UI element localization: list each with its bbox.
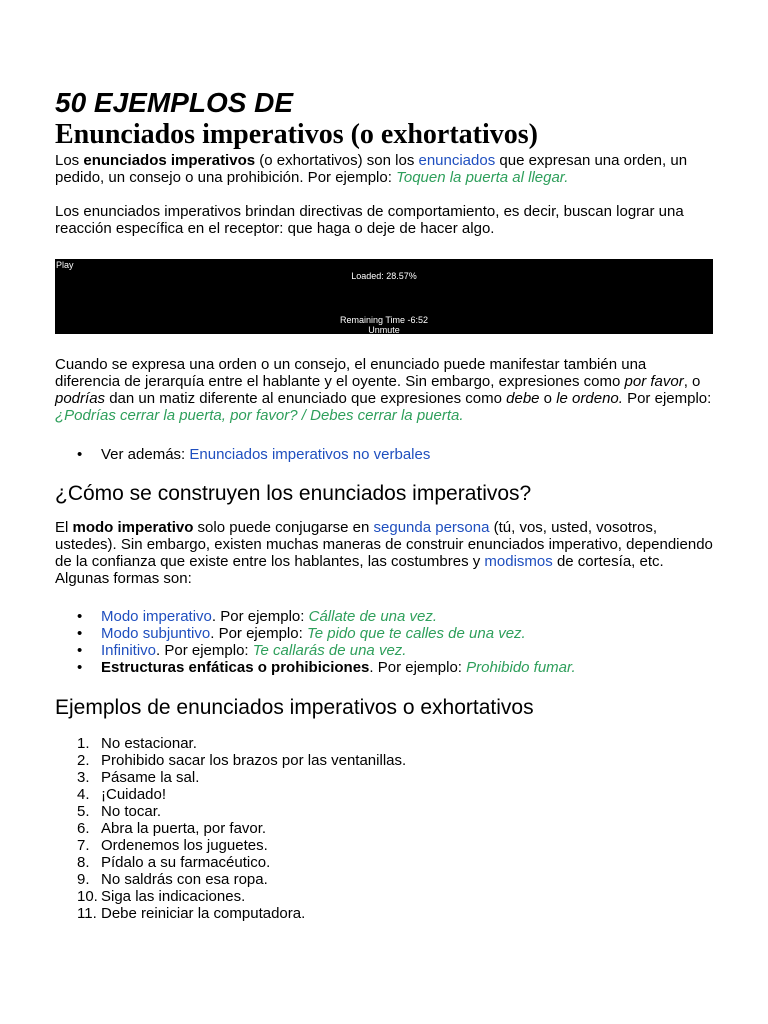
- item-number: 9.: [77, 871, 90, 888]
- item-number: 1.: [77, 735, 90, 752]
- list-item: [55, 905, 715, 922]
- construction-bold-term: modo imperativo: [72, 519, 194, 536]
- video-remaining-time: Remaining Time -6:52: [339, 315, 429, 325]
- form-bold-term: Estructuras enfáticas o prohibiciones: [101, 659, 370, 676]
- item-text: ¡Cuidado!: [101, 786, 167, 803]
- link-modismos[interactable]: modismos: [484, 553, 553, 570]
- video-loaded-status: Loaded: 28.57%: [351, 271, 417, 281]
- list-item: [55, 786, 715, 803]
- hierarchy-italic-1: por favor: [624, 373, 684, 390]
- construction-text-3: (tú, vos, usted, vosotros, ustedes). Sin embargo, existen muchas maneras de construir enunciados imperativo, dependiendo de la confianza que existe entre los hablantes, las costumbres y: [55, 519, 713, 570]
- item-text: No saldrás con esa ropa.: [101, 871, 268, 888]
- list-item: [55, 735, 715, 752]
- bullet-icon: •: [77, 625, 83, 642]
- list-item: [55, 659, 715, 676]
- play-button[interactable]: Play: [56, 260, 74, 270]
- bullet-icon: •: [77, 659, 83, 676]
- see-also-label: Ver además:: [101, 446, 190, 463]
- hierarchy-paragraph: [55, 356, 715, 424]
- link-modo-subjuntivo[interactable]: Modo subjuntivo: [101, 625, 211, 642]
- form-text: . Por ejemplo:: [369, 659, 467, 676]
- intro-text-3: que expresan una orden, un pedido, un consejo o una prohibición. Por ejemplo:: [55, 152, 688, 186]
- construction-text-1: El: [55, 519, 73, 536]
- link-segunda-persona[interactable]: segunda persona: [373, 519, 490, 536]
- section-heading-examples: Ejemplos de enunciados imperativos o exhortativos: [55, 696, 534, 719]
- form-example: Cállate de una vez.: [308, 608, 438, 625]
- list-item: [55, 769, 715, 786]
- list-item: [55, 642, 715, 659]
- item-text: Siga las indicaciones.: [101, 888, 246, 905]
- list-item: [55, 837, 715, 854]
- bullet-icon: •: [77, 446, 83, 463]
- hierarchy-example: ¿Podrías cerrar la puerta, por favor? / Debes cerrar la puerta.: [55, 407, 464, 424]
- see-also-list: [55, 446, 715, 463]
- list-item: [55, 871, 715, 888]
- intro-example: Toquen la puerta al llegar.: [396, 169, 569, 186]
- document-page: [55, 86, 715, 922]
- intro-text-1: Los: [55, 152, 84, 169]
- construction-paragraph: [55, 519, 715, 587]
- item-number: 6.: [77, 820, 90, 837]
- hierarchy-text-5: Por ejemplo:: [622, 390, 712, 407]
- bullet-icon: •: [77, 608, 83, 625]
- video-player[interactable]: [55, 259, 713, 334]
- list-item: [55, 854, 715, 871]
- item-text: Pídalo a su farmacéutico.: [101, 854, 271, 871]
- page-heading-top: 50 EJEMPLOS DE: [55, 87, 294, 118]
- hierarchy-text-1: Cuando se expresa una orden o un consejo, el enunciado puede manifestar también una diferencia de jerarquía entre el hablante y el oyente. Sin embargo, expresiones como: [55, 356, 647, 390]
- list-item: [55, 803, 715, 820]
- hierarchy-text-3: dan un matiz diferente al enunciado que expresiones como: [105, 390, 507, 407]
- item-text: No estacionar.: [101, 735, 197, 752]
- hierarchy-text-2: , o: [683, 373, 701, 390]
- item-text: Ordenemos los juguetes.: [101, 837, 268, 854]
- list-item: [55, 608, 715, 625]
- hierarchy-italic-4: le ordeno.: [556, 390, 623, 407]
- forms-list: [55, 608, 715, 676]
- form-example: Te callarás de una vez.: [252, 642, 407, 659]
- hierarchy-text-4: o: [539, 390, 557, 407]
- item-text: Pásame la sal.: [101, 769, 200, 786]
- intro-text-2: (o exhortativos) son los: [255, 152, 419, 169]
- form-example: Te pido que te calles de una vez.: [306, 625, 526, 642]
- hierarchy-italic-2: podrías: [55, 390, 106, 407]
- item-number: 8.: [77, 854, 90, 871]
- form-text: . Por ejemplo:: [210, 625, 307, 642]
- item-number: 5.: [77, 803, 90, 820]
- link-enunciados-no-verbales[interactable]: Enunciados imperativos no verbales: [189, 446, 431, 463]
- item-number: 2.: [77, 752, 90, 769]
- form-example: Prohibido fumar.: [466, 659, 576, 676]
- item-number: 10.: [77, 888, 98, 905]
- intro-bold-term: enunciados imperativos: [83, 152, 256, 169]
- list-item: [55, 752, 715, 769]
- item-text: Prohibido sacar los brazos por las ventanillas.: [101, 752, 407, 769]
- intro-paragraph: [55, 152, 715, 186]
- list-item: [55, 820, 715, 837]
- directives-paragraph: Los enunciados imperativos brindan directivas de comportamiento, es decir, buscan lograr una reacción específica en el receptor: que haga o deje de hacer algo.: [55, 203, 684, 237]
- unmute-button[interactable]: Unmute: [368, 325, 400, 335]
- form-text: . Por ejemplo:: [156, 642, 253, 659]
- item-number: 4.: [77, 786, 90, 803]
- section-heading-construction: ¿Cómo se construyen los enunciados imperativos?: [55, 482, 532, 505]
- examples-list: [55, 735, 715, 922]
- construction-text-2: solo puede conjugarse en: [193, 519, 374, 536]
- item-text: Debe reiniciar la computadora.: [101, 905, 306, 922]
- construction-text-4: de cortesía, etc. Algunas formas son:: [55, 553, 664, 587]
- list-item: [55, 888, 715, 905]
- hierarchy-italic-3: debe: [506, 390, 540, 407]
- link-infinitivo[interactable]: Infinitivo: [101, 642, 157, 659]
- list-item: [55, 625, 715, 642]
- list-item: [55, 446, 715, 463]
- form-text: . Por ejemplo:: [211, 608, 309, 625]
- page-title: Enunciados imperativos (o exhortativos): [55, 119, 538, 150]
- item-text: Abra la puerta, por favor.: [101, 820, 267, 837]
- item-text: No tocar.: [101, 803, 162, 820]
- item-number: 7.: [77, 837, 90, 854]
- link-enunciados[interactable]: enunciados: [418, 152, 496, 169]
- item-number: 3.: [77, 769, 90, 786]
- link-modo-imperativo[interactable]: Modo imperativo: [101, 608, 212, 625]
- item-number: 11.: [77, 905, 97, 922]
- bullet-icon: •: [77, 642, 83, 659]
